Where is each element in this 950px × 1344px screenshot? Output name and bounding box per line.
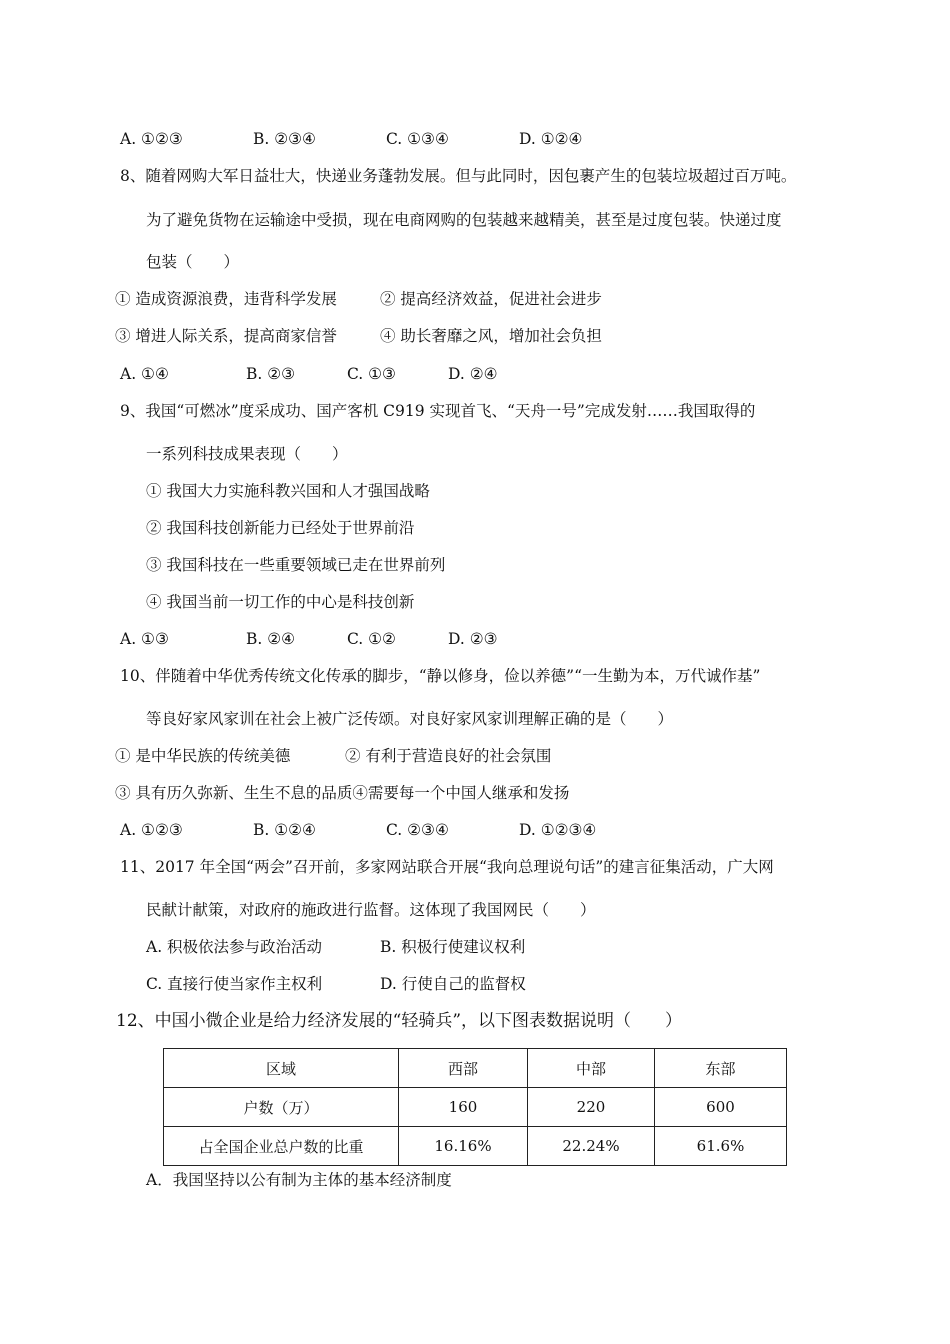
q7-option-d: D. ①②④	[519, 130, 583, 148]
q9-statement-2: ② 我国科技创新能力已经处于世界前沿	[146, 519, 415, 537]
q10-option-d: D. ①②③④	[519, 821, 597, 839]
table-row	[164, 1088, 787, 1127]
q10-statements-row2: ③ 具有历久弥新、生生不息的品质④需要每一个中国人继承和发扬	[115, 784, 570, 802]
q9-option-c: C. ①②	[347, 630, 396, 648]
q9-statement-1: ① 我国大力实施科教兴国和人才强国战略	[146, 482, 430, 500]
q7-option-a: A. ①②③	[120, 130, 183, 148]
q11-option-d: D. 行使自己的监督权	[380, 975, 526, 993]
q8-statement-2: ② 提高经济效益，促进社会进步	[380, 290, 602, 308]
q8-statement-1: ① 造成资源浪费，违背科学发展	[115, 290, 337, 308]
table-cell: 600	[655, 1088, 787, 1127]
table-row	[164, 1127, 787, 1166]
q9-option-a: A. ①③	[120, 630, 169, 648]
table-cell: 61.6%	[655, 1127, 787, 1166]
q7-options	[120, 129, 582, 149]
q7-option-c: C. ①③④	[386, 130, 449, 148]
q10-option-b: B. ①②④	[253, 821, 316, 839]
q8-statement-4: ④ 助长奢靡之风，增加社会负担	[380, 327, 602, 345]
q11-option-c: C. 直接行使当家作主权利	[146, 975, 323, 993]
q10-stem-line1: 10、伴随着中华优秀传统文化传承的脚步，“静以修身，俭以养德”“一生勤为本，万代诚作基”	[120, 667, 761, 685]
q8-option-d: D. ②④	[448, 365, 498, 383]
table-header-cell: 东部	[655, 1049, 787, 1088]
q10-statement-2: ② 有利于营造良好的社会氛围	[345, 747, 552, 765]
table-cell: 160	[399, 1088, 528, 1127]
q8-statements-row1	[115, 289, 602, 309]
q9-stem-line1: 9、我国“可燃冰”度采成功、国产客机 C919 实现首飞、“天舟一号”完成发射……我国取得的	[120, 402, 756, 420]
q10-stem-line2: 等良好家风家训在社会上被广泛传颂。对良好家风家训理解正确的是（ ）	[146, 710, 674, 728]
q10-option-a: A. ①②③	[120, 821, 183, 839]
q11-stem-line1: 11、2017 年全国“两会”召开前，多家网站联合开展“我向总理说句话”的建言征集活动，广大网	[120, 858, 774, 876]
q10-options	[120, 820, 596, 840]
q11-options-row2	[146, 974, 526, 994]
q8-statement-3: ③ 增进人际关系，提高商家信誉	[115, 327, 337, 345]
q11-stem-line2: 民献计献策，对政府的施政进行监督。这体现了我国网民（ ）	[146, 901, 596, 919]
q11-options-row1	[146, 937, 525, 957]
table-cell: 户数（万）	[164, 1088, 399, 1127]
q12-stem: 12、中国小微企业是给力经济发展的“轻骑兵”，以下图表数据说明（ ）	[116, 1011, 683, 1031]
q9-option-b: B. ②④	[246, 630, 296, 648]
table-header-cell: 中部	[528, 1049, 655, 1088]
q11-option-b: B. 积极行使建议权利	[380, 938, 526, 956]
q12-data-table	[163, 1048, 787, 1166]
q10-option-c: C. ②③④	[386, 821, 449, 839]
q8-option-c: C. ①③	[347, 365, 396, 383]
table-cell: 22.24%	[528, 1127, 655, 1166]
q8-options	[120, 364, 498, 384]
q7-option-b: B. ②③④	[253, 130, 316, 148]
q9-statement-3: ③ 我国科技在一些重要领域已走在世界前列	[146, 556, 446, 574]
table-header-cell: 西部	[399, 1049, 528, 1088]
q11-option-a: A. 积极依法参与政治活动	[146, 938, 323, 956]
table-header-row	[164, 1049, 787, 1088]
q8-stem-line1: 8、随着网购大军日益壮大，快递业务蓬勃发展。但与此同时，因包裹产生的包装垃圾超过百万吨。	[120, 167, 797, 185]
q8-option-a: A. ①④	[120, 365, 169, 383]
q9-options	[120, 629, 498, 649]
q9-option-d: D. ②③	[448, 630, 498, 648]
q10-statements-row1	[115, 746, 551, 766]
q8-statements-row2	[115, 326, 602, 346]
q12-option-a: A．我国坚持以公有制为主体的基本经济制度	[146, 1171, 452, 1189]
table-header-cell: 区域	[164, 1049, 399, 1088]
q8-stem-line3: 包装（ ）	[146, 253, 240, 271]
q8-option-b: B. ②③	[246, 365, 296, 383]
q9-stem-line2: 一系列科技成果表现（ ）	[146, 445, 348, 463]
table-cell: 占全国企业总户数的比重	[164, 1127, 399, 1166]
table-cell: 16.16%	[399, 1127, 528, 1166]
q9-statement-4: ④ 我国当前一切工作的中心是科技创新	[146, 593, 415, 611]
table-cell: 220	[528, 1088, 655, 1127]
q8-stem-line2: 为了避免货物在运输途中受损，现在电商网购的包装越来越精美，甚至是过度包装。快递过度	[146, 211, 782, 229]
q10-statement-1: ① 是中华民族的传统美德	[115, 747, 291, 765]
